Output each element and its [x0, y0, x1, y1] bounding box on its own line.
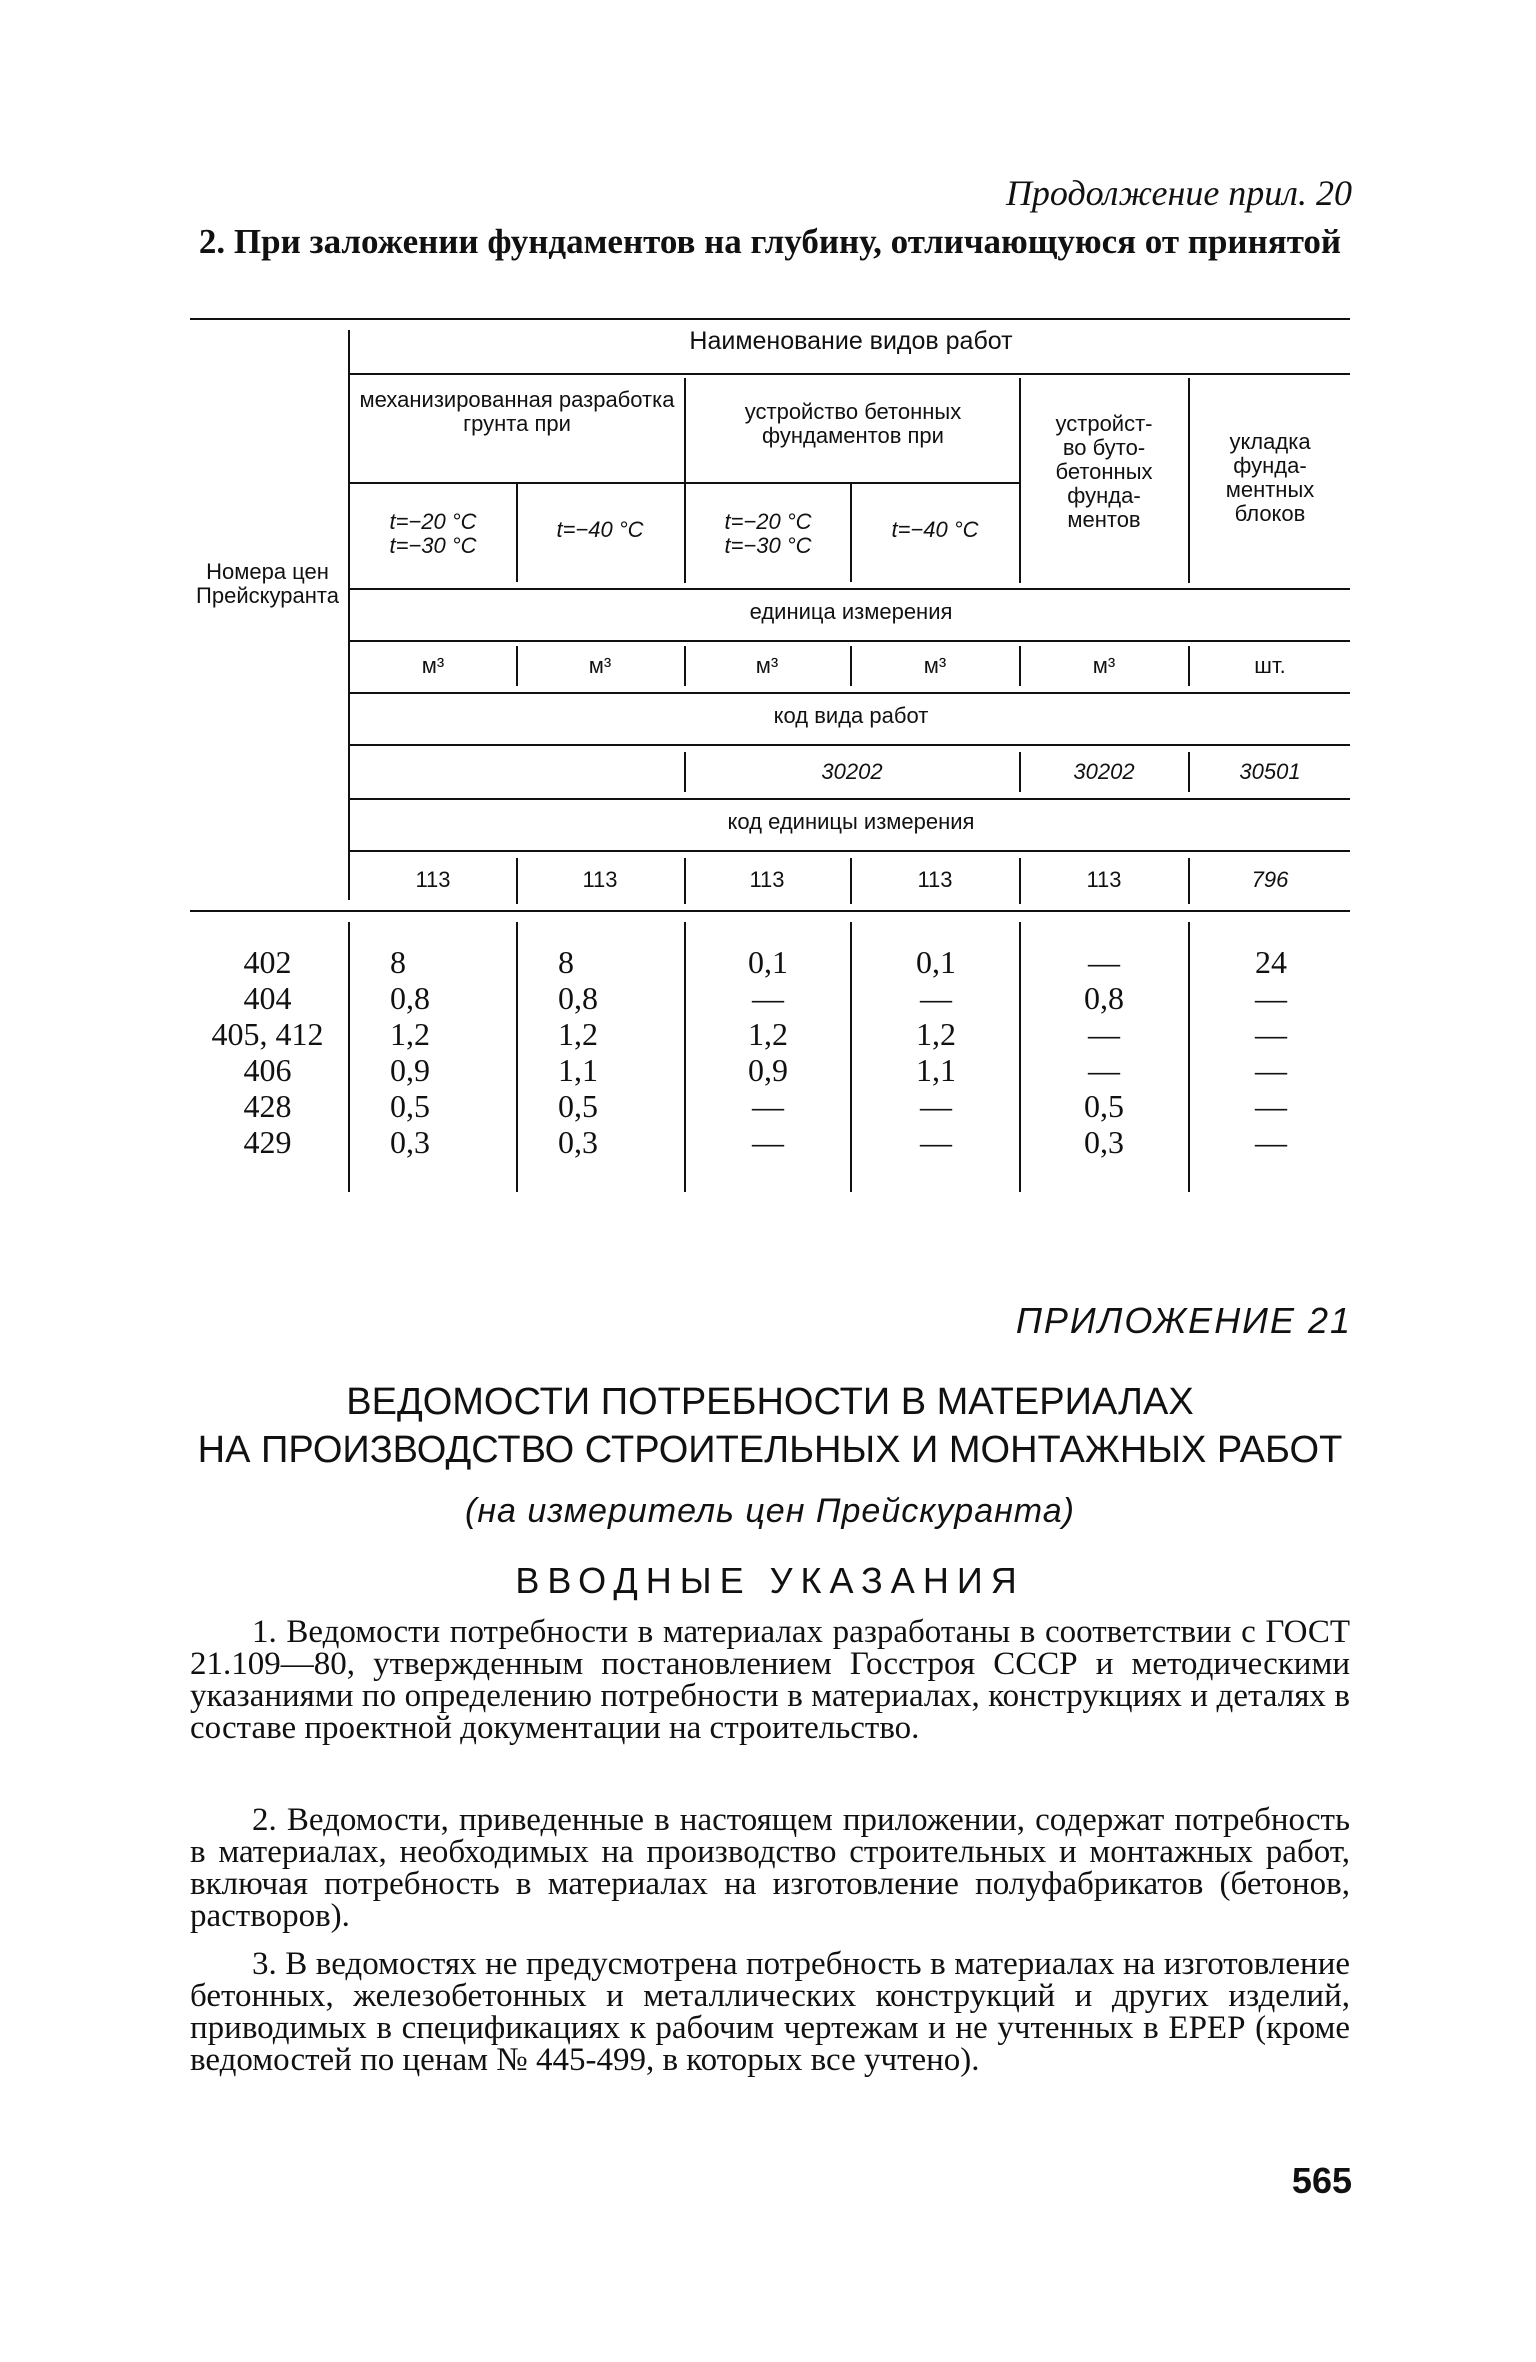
data-cell: — [1088, 1016, 1120, 1052]
data-cell: 0,3 [1084, 1124, 1124, 1160]
col1-title: механизированная разработка грунта при [359, 387, 675, 436]
data-cell: 8 [390, 944, 406, 980]
intro-heading: ВВОДНЫЕ УКАЗАНИЯ [515, 1560, 1025, 1601]
data-cell: 0,1 [748, 944, 788, 980]
data-cell: 0,9 [748, 1052, 788, 1088]
col4-title: укладка фунда- ментных блоков [1225, 429, 1315, 526]
data-cell: 24 [1255, 944, 1287, 980]
data-cell: 1,1 [558, 1052, 598, 1088]
unit-code-label: код единицы измерения [727, 809, 975, 834]
rule-under-unit-label [350, 640, 1350, 642]
data-cell: — [752, 1124, 784, 1160]
body-divider-5 [1188, 922, 1190, 1192]
unit-code-4: 113 [917, 867, 953, 892]
divider-col1-col2 [684, 378, 686, 583]
col1-sub2: t=−40 °С [556, 517, 644, 542]
unit-code-5: 113 [1086, 867, 1122, 892]
table-header-bottom-rule [190, 910, 1350, 912]
col2-sub1: t=−20 °С t=−30 °С [724, 509, 812, 558]
work-code-2: 30202 [1073, 759, 1135, 784]
continuation-label: Продолжение прил. 20 [1005, 173, 1352, 213]
unit-code-1: 113 [415, 867, 451, 892]
unit-5: м³ [1092, 653, 1116, 678]
row-id: 429 [243, 1124, 292, 1160]
row-id: 404 [243, 980, 292, 1016]
data-cell: — [920, 1124, 952, 1160]
unit-4: м³ [923, 653, 947, 678]
data-cell: — [1255, 1124, 1287, 1160]
unit-code-3: 113 [749, 867, 785, 892]
col2-title: устройство бетонных фундаментов при [744, 399, 962, 448]
rule-under-titles [350, 588, 1350, 590]
data-cell: 0,5 [558, 1088, 598, 1124]
row-id: 428 [243, 1088, 292, 1124]
row-id: 406 [243, 1052, 292, 1088]
data-cell: 0,3 [558, 1124, 598, 1160]
data-cell: 1,2 [390, 1016, 430, 1052]
data-column-2 [520, 944, 688, 1160]
data-cell: 0,9 [390, 1052, 430, 1088]
section-title: 2. При заложении фундаментов на глубину, отличающуюся от принятой [198, 222, 1342, 261]
work-code-1: 30202 [821, 759, 883, 784]
appendix-subtitle: (на измеритель цен Прейскуранта) [465, 1492, 1075, 1530]
data-cell: 1,2 [748, 1016, 788, 1052]
body-divider-4 [1019, 922, 1021, 1192]
table-top-rule [190, 318, 1350, 320]
rule-under-units [350, 692, 1350, 694]
appendix-title-line-1: ВЕДОМОСТИ ПОТРЕБНОСТИ В МАТЕРИАЛАХ [346, 1381, 1194, 1423]
data-cell: 0,8 [390, 980, 430, 1016]
appendix-title-line-2: НА ПРОИЗВОДСТВО СТРОИТЕЛЬНЫХ И МОНТАЖНЫХ РАБОТ [197, 1429, 1343, 1471]
data-column-1 [352, 944, 520, 1160]
data-cell: 0,8 [558, 980, 598, 1016]
unit-6: шт. [1254, 653, 1286, 678]
divider-col2-col3 [1019, 378, 1021, 583]
data-column-3 [688, 944, 848, 1160]
body-divider-0 [348, 922, 350, 1192]
unit-code-2: 113 [582, 867, 618, 892]
data-cell: 8 [558, 944, 574, 980]
unit-code-6: 796 [1251, 867, 1289, 892]
data-cell: — [1255, 980, 1287, 1016]
data-cell: 0,1 [916, 944, 956, 980]
paragraph-1: 1. Ведомости потребности в материалах разработаны в соответствии с ГОСТ 21.109—80, утвержденным постановлением Госстроя СССР и методическими указаниями по определению потребности в материалах, конструкциях и деталях в составе проектной документации на строительство. [190, 1614, 1350, 1746]
data-cell: — [1255, 1088, 1287, 1124]
appendix-title [180, 1378, 1360, 1474]
col2-sub2: t=−40 °С [891, 517, 979, 542]
unit-label: единица измерения [749, 599, 953, 624]
unit-3: м³ [755, 653, 779, 678]
data-cell: 1,2 [558, 1016, 598, 1052]
rule-under-code-label [350, 744, 1350, 746]
data-cell: — [752, 1088, 784, 1124]
paragraph-2: 2. Ведомости, приведенные в настоящем приложении, содержат потребность в материалах, необходимых на производство строительных и монтажных работ, включая потребность в материалах на изготовление полуфабрикатов (бетонов, растворов). [190, 1802, 1350, 1934]
data-cell: — [920, 980, 952, 1016]
data-cell: 0,3 [390, 1124, 430, 1160]
unit-1: м³ [421, 653, 445, 678]
paragraph-3: 3. В ведомостях не предусмотрена потребность в материалах на изготовление бетонных, железобетонных и металлических конструкций и других изделий, приводимых в спецификациях к рабочим чертежам и не учтенных в ЕРЕР (кроме ведомостей по ценам № 445-499, в которых все учтено). [190, 1946, 1350, 2078]
data-cell: — [1088, 944, 1120, 980]
data-cell: — [752, 980, 784, 1016]
row-id: 402 [243, 944, 292, 980]
data-cell: 0,8 [1084, 980, 1124, 1016]
row-id: 405, 412 [211, 1016, 324, 1052]
data-cell: 1,1 [916, 1052, 956, 1088]
data-cell: — [1255, 1016, 1287, 1052]
appendix-label: ПРИЛОЖЕНИЕ 21 [1015, 1300, 1352, 1341]
rule-under-col2 [685, 482, 1019, 484]
data-cell: 1,2 [916, 1016, 956, 1052]
work-code-label: код вида работ [773, 703, 929, 728]
row-header: Номера цен Прейскуранта [196, 559, 339, 608]
data-column-6 [1192, 944, 1350, 1160]
col1-sub1: t=−20 °С t=−30 °С [389, 509, 477, 558]
rule-under-group [350, 373, 1350, 375]
unit-2: м³ [588, 653, 612, 678]
data-cell: — [1255, 1052, 1287, 1088]
rowhead-divider [348, 330, 350, 900]
work-code-3: 30501 [1239, 759, 1301, 784]
data-cell: 0,5 [390, 1088, 430, 1124]
group-header: Наименование видов работ [689, 327, 1013, 355]
row-id-column [190, 944, 345, 1160]
data-column-5 [1022, 944, 1186, 1160]
data-column-4 [854, 944, 1018, 1160]
rule-under-unitcode-label [350, 850, 1350, 852]
col3-title: устройст- во буто- бетонных фунда- ментов [1055, 411, 1153, 532]
body-divider-3 [850, 922, 852, 1192]
data-cell: 0,5 [1084, 1088, 1124, 1124]
page-number: 565 [1291, 2160, 1352, 2201]
data-cell: — [1088, 1052, 1120, 1088]
data-cell: — [920, 1088, 952, 1124]
rule-under-codes [350, 798, 1350, 800]
